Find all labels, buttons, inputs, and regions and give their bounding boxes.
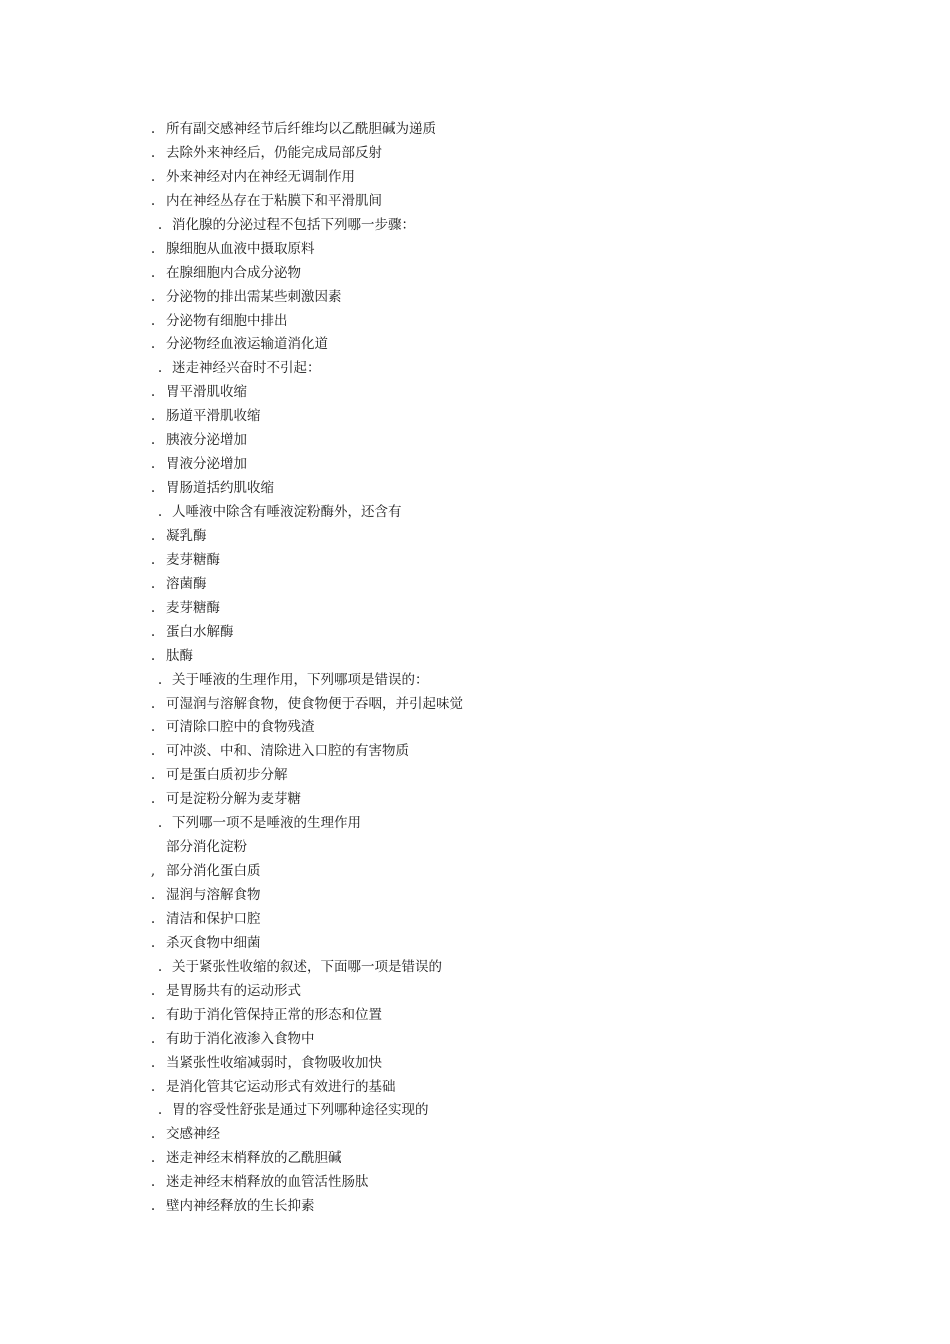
line-marker: .: [157, 504, 163, 520]
line-marker: .: [150, 719, 156, 736]
line-marker: .: [150, 336, 156, 353]
option-line: [0, 238, 950, 262]
line-text: 湿润与溶解食物: [166, 887, 261, 903]
line-marker: .: [150, 791, 156, 808]
line-marker: .: [157, 671, 163, 688]
line-text: 迷走神经末梢释放的血管活性肠肽: [166, 1174, 369, 1191]
option-line: [0, 118, 950, 142]
line-text: 分泌物经血液运输道消化道: [166, 336, 328, 353]
line-marker: .: [150, 312, 156, 329]
question-line: [0, 357, 950, 381]
line-text: 消化腺的分泌过程不包括下列哪一步骤：: [172, 216, 415, 233]
line-text: 可是淀粉分解为麦芽糖: [166, 791, 301, 808]
line-marker: .: [150, 240, 156, 257]
line-text: 杀灭食物中细菌: [166, 934, 261, 951]
line-marker: .: [150, 551, 156, 568]
line-marker: .: [157, 360, 163, 377]
line-text: 可湿润与溶解食物，使食物便于吞咽，并引起味觉: [166, 695, 463, 712]
line-text: 麦芽糖酶: [166, 599, 220, 616]
line-text: 有助于消化管保持正常的形态和位置: [166, 1006, 382, 1023]
option-line: [0, 1052, 950, 1076]
line-text: 迷走神经兴奋时不引起：: [172, 360, 321, 377]
option-line: [0, 836, 950, 860]
line-marker: .: [150, 168, 156, 185]
line-text: 蛋白水解酶: [166, 623, 234, 640]
line-marker: .: [150, 910, 156, 927]
line-marker: ,: [150, 863, 156, 880]
line-marker: .: [150, 480, 156, 497]
option-line: [0, 310, 950, 334]
line-text: 胰液分泌增加: [166, 432, 247, 449]
option-line: [0, 1123, 950, 1147]
line-marker: .: [150, 432, 156, 449]
question-line: [0, 1099, 950, 1123]
line-text: 溶菌酶: [166, 575, 207, 592]
line-marker: .: [157, 958, 163, 975]
option-line: [0, 525, 950, 549]
line-marker: .: [150, 982, 156, 999]
line-marker: .: [150, 1078, 156, 1095]
document-page: [0, 118, 950, 1219]
option-line: [0, 1028, 950, 1052]
option-line: [0, 1147, 950, 1171]
option-line: [0, 693, 950, 717]
line-text: 在腺细胞内合成分泌物: [166, 264, 301, 281]
option-line: [0, 166, 950, 190]
line-marker: .: [150, 192, 156, 209]
option-line: [0, 980, 950, 1004]
line-text: 凝乳酶: [166, 527, 207, 544]
line-marker: .: [150, 288, 156, 305]
line-marker: .: [150, 767, 156, 784]
line-text: 壁内神经释放的生长抑素: [166, 1198, 315, 1215]
line-marker: .: [150, 1030, 156, 1047]
line-text: 人唾液中除含有唾液淀粉酶外，还含有: [172, 504, 402, 520]
question-line: [0, 214, 950, 238]
line-text: 胃的容受性舒张是通过下列哪种途径实现的: [172, 1102, 429, 1119]
line-text: 内在神经丛存在于粘膜下和平滑肌间: [166, 192, 382, 209]
line-text: 胃肠道括约肌收缩: [166, 480, 274, 497]
line-text: 部分消化蛋白质: [166, 863, 261, 880]
option-line: [0, 1171, 950, 1195]
line-marker: .: [150, 264, 156, 281]
line-text: 下列哪一项不是唾液的生理作用: [172, 815, 361, 832]
line-marker: .: [150, 599, 156, 616]
line-text: 关于唾液的生理作用，下列哪项是错误的：: [172, 671, 429, 688]
line-text: 当紧张性收缩减弱时，食物吸收加快: [166, 1054, 382, 1071]
line-text: 分泌物有细胞中排出: [166, 312, 288, 329]
option-line: [0, 142, 950, 166]
option-line: [0, 1195, 950, 1219]
question-line: [0, 956, 950, 980]
line-marker: .: [150, 1150, 156, 1167]
option-line: [0, 1004, 950, 1028]
line-text: 胃液分泌增加: [166, 456, 247, 473]
line-text: 可冲淡、中和、清除进入口腔的有害物质: [166, 743, 409, 760]
option-line: [0, 932, 950, 956]
option-line: [0, 716, 950, 740]
line-text: 去除外来神经后，仍能完成局部反射: [166, 144, 382, 161]
line-marker: .: [150, 887, 156, 903]
line-marker: .: [150, 1174, 156, 1191]
option-line: [0, 740, 950, 764]
option-line: [0, 405, 950, 429]
line-text: 清洁和保护口腔: [166, 910, 261, 927]
option-line: [0, 453, 950, 477]
line-text: 肠道平滑肌收缩: [166, 408, 261, 425]
line-text: 关于紧张性收缩的叙述，下面哪一项是错误的: [172, 958, 442, 975]
line-marker: .: [150, 575, 156, 592]
option-line: [0, 549, 950, 573]
line-marker: .: [150, 456, 156, 473]
option-line: [0, 573, 950, 597]
line-marker: .: [150, 623, 156, 640]
line-text: 外来神经对内在神经无调制作用: [166, 168, 355, 185]
option-line: [0, 1076, 950, 1100]
line-text: 是胃肠共有的运动形式: [166, 982, 301, 999]
option-line: [0, 764, 950, 788]
line-marker: .: [157, 1102, 163, 1119]
option-line: [0, 333, 950, 357]
line-text: 部分消化淀粉: [166, 839, 247, 856]
line-marker: .: [150, 1126, 156, 1143]
option-line: [0, 477, 950, 501]
question-line: [0, 501, 950, 525]
option-line: [0, 860, 950, 884]
line-marker: .: [150, 408, 156, 425]
option-line: [0, 788, 950, 812]
line-marker: .: [150, 1006, 156, 1023]
option-line: [0, 429, 950, 453]
line-text: 可清除口腔中的食物残渣: [166, 719, 315, 736]
option-line: [0, 597, 950, 621]
line-marker: .: [150, 1054, 156, 1071]
option-line: [0, 884, 950, 908]
line-text: 所有副交感神经节后纤维均以乙酰胆碱为递质: [166, 121, 436, 137]
line-marker: .: [157, 815, 163, 832]
line-text: 分泌物的排出需某些刺激因素: [166, 288, 342, 305]
line-text: 有助于消化液渗入食物中: [166, 1030, 315, 1047]
option-line: [0, 645, 950, 669]
question-line: [0, 669, 950, 693]
line-text: 交感神经: [166, 1126, 220, 1143]
line-text: 迷走神经末梢释放的乙酰胆碱: [166, 1150, 342, 1167]
option-line: [0, 262, 950, 286]
line-marker: .: [150, 384, 156, 401]
line-marker: .: [150, 934, 156, 951]
line-marker: .: [150, 144, 156, 161]
question-line: [0, 812, 950, 836]
option-line: [0, 190, 950, 214]
line-marker: .: [150, 527, 156, 544]
option-line: [0, 381, 950, 405]
line-marker: .: [150, 695, 156, 712]
line-text: 胃平滑肌收缩: [166, 384, 247, 401]
line-text: 可是蛋白质初步分解: [166, 767, 288, 784]
line-marker: .: [157, 216, 163, 233]
option-line: [0, 621, 950, 645]
line-marker: .: [150, 743, 156, 760]
option-line: [0, 286, 950, 310]
line-marker: .: [150, 647, 156, 664]
line-text: 腺细胞从血液中摄取原料: [166, 240, 315, 257]
line-text: 麦芽糖酶: [166, 551, 220, 568]
line-text: 是消化管其它运动形式有效进行的基础: [166, 1078, 396, 1095]
option-line: [0, 908, 950, 932]
line-marker: .: [150, 1198, 156, 1215]
line-marker: .: [150, 121, 156, 137]
line-text: 肽酶: [166, 647, 193, 664]
